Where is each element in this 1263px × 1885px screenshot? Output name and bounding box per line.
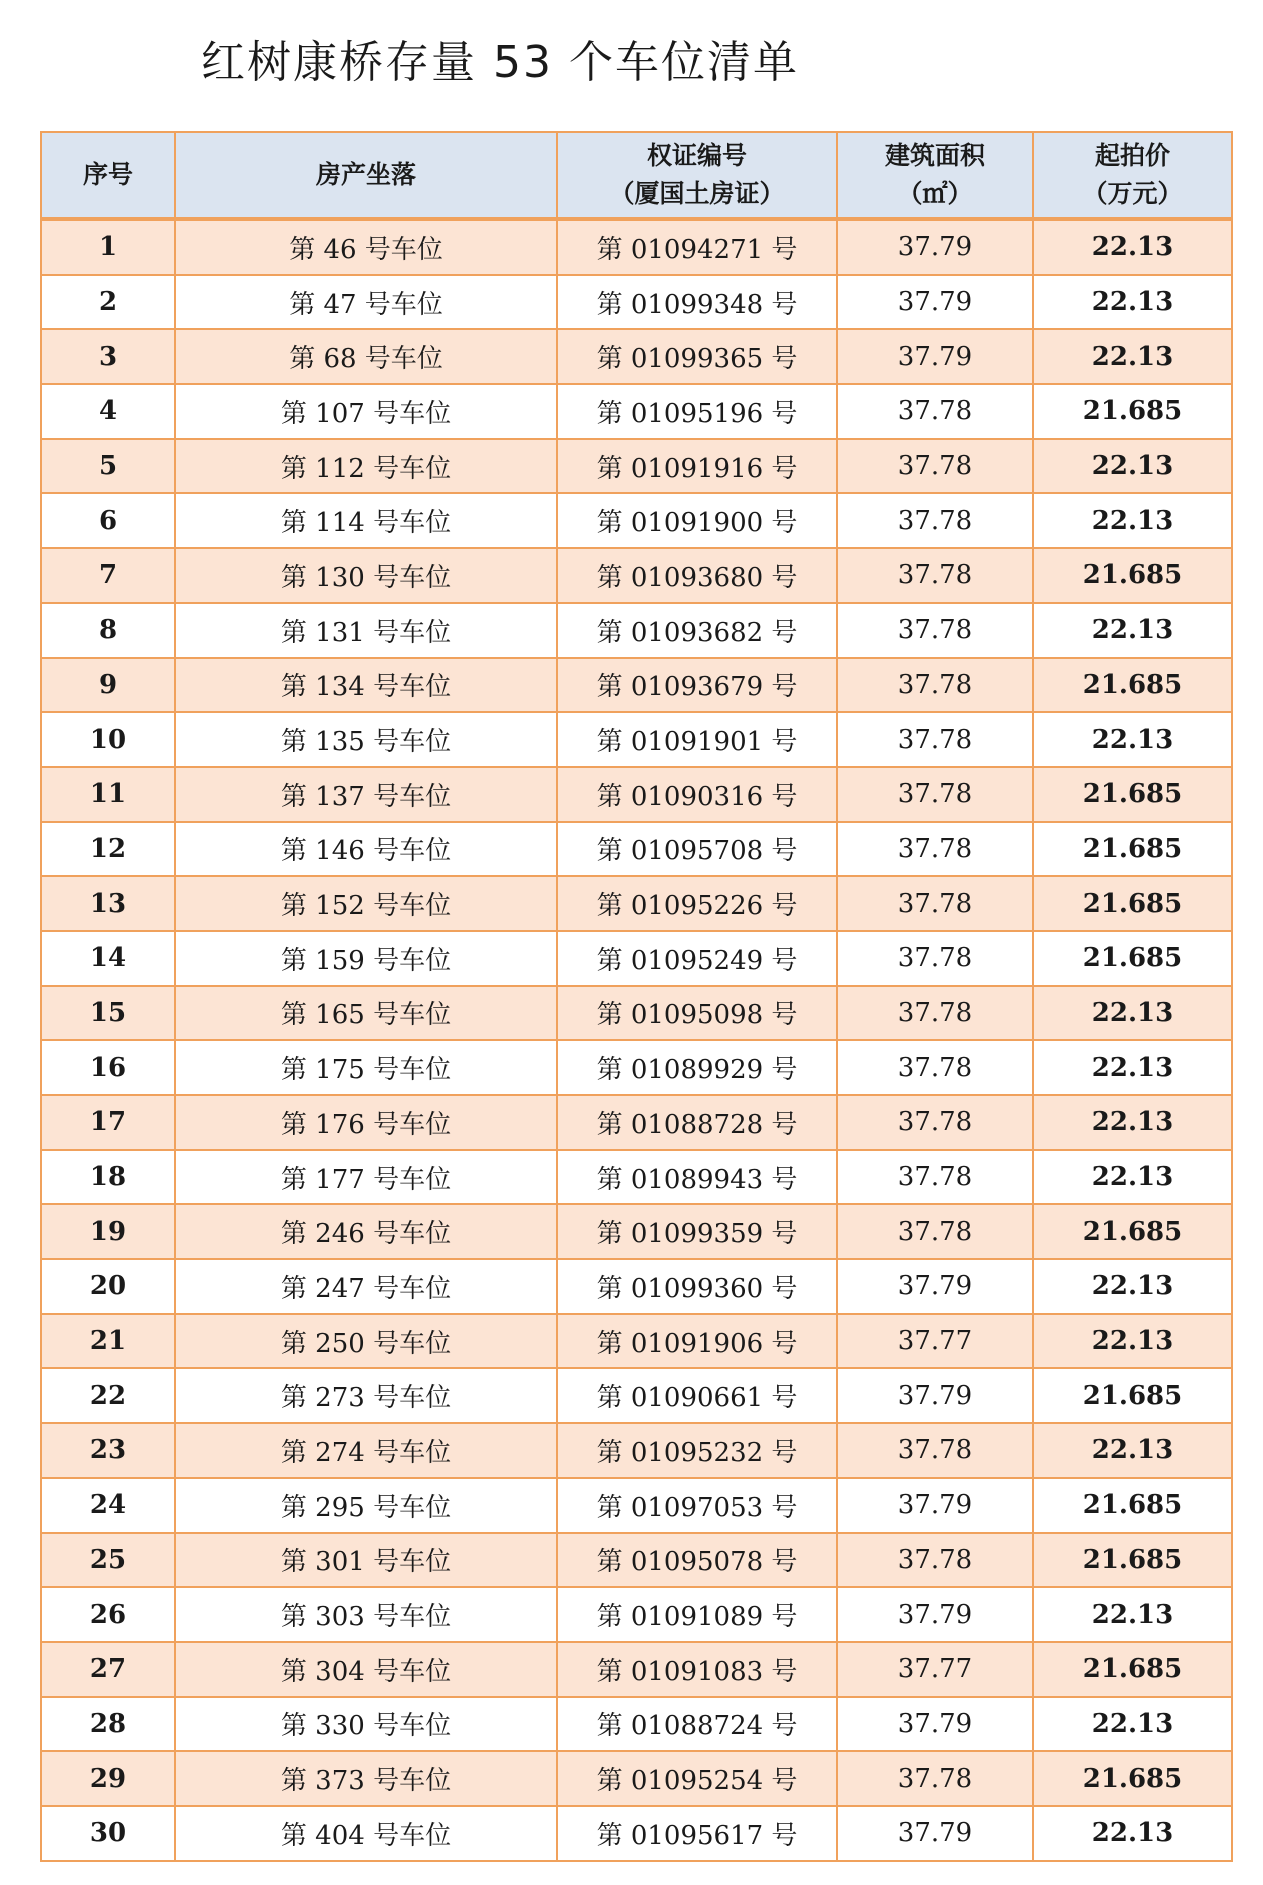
cell-area: 37.79 [837,219,1033,275]
cell-area: 37.78 [837,767,1033,822]
cell-location: 第 47 号车位 [175,275,557,330]
cell-location: 第 112 号车位 [175,439,557,494]
cell-seq: 5 [41,439,175,494]
header-price: 起拍价 （万元） [1033,132,1232,219]
table-row [41,767,1232,822]
cell-seq: 23 [41,1423,175,1478]
cell-location: 第 177 号车位 [175,1150,557,1205]
cell-seq: 26 [41,1587,175,1642]
cell-cert-number: 第 01091083 号 [557,1642,837,1697]
cell-seq: 8 [41,603,175,658]
cell-location: 第 131 号车位 [175,603,557,658]
cell-seq: 28 [41,1697,175,1752]
cell-area: 37.79 [837,1587,1033,1642]
table-row [41,1423,1232,1478]
cell-location: 第 301 号车位 [175,1533,557,1588]
page-title: 红树康桥存量 53 个车位清单 [201,37,799,88]
cell-area: 37.78 [837,548,1033,603]
cell-start-price: 22.13 [1033,275,1232,330]
cell-area: 37.79 [837,1259,1033,1314]
cell-area: 37.78 [837,1150,1033,1205]
cell-cert-number: 第 01095617 号 [557,1806,837,1861]
cell-cert-number: 第 01097053 号 [557,1478,837,1533]
table-row [41,876,1232,931]
cell-cert-number: 第 01095226 号 [557,876,837,931]
cell-seq: 19 [41,1204,175,1259]
cell-start-price: 22.13 [1033,1150,1232,1205]
cell-seq: 4 [41,384,175,439]
parking-list-table-container [40,131,1231,1862]
cell-location: 第 247 号车位 [175,1259,557,1314]
cell-start-price: 21.685 [1033,822,1232,877]
cell-start-price: 21.685 [1033,1478,1232,1533]
cell-seq: 18 [41,1150,175,1205]
cell-start-price: 21.685 [1033,767,1232,822]
cell-area: 37.78 [837,493,1033,548]
cell-cert-number: 第 01091916 号 [557,439,837,494]
cell-location: 第 107 号车位 [175,384,557,439]
cell-start-price: 22.13 [1033,1040,1232,1095]
table-row [41,822,1232,877]
table-row [41,548,1232,603]
cell-seq: 29 [41,1751,175,1806]
table-row [41,1806,1232,1861]
cell-area: 37.78 [837,1423,1033,1478]
cell-cert-number: 第 01095232 号 [557,1423,837,1478]
cell-cert-number: 第 01095196 号 [557,384,837,439]
cell-seq: 27 [41,1642,175,1697]
cell-cert-number: 第 01090661 号 [557,1368,837,1423]
cell-area: 37.78 [837,712,1033,767]
cell-start-price: 22.13 [1033,493,1232,548]
cell-cert-number: 第 01089929 号 [557,1040,837,1095]
cell-seq: 20 [41,1259,175,1314]
cell-start-price: 21.685 [1033,931,1232,986]
parking-list-table [40,131,1233,1862]
cell-location: 第 373 号车位 [175,1751,557,1806]
cell-start-price: 22.13 [1033,1259,1232,1314]
cell-seq: 3 [41,329,175,384]
cell-location: 第 250 号车位 [175,1314,557,1369]
cell-seq: 22 [41,1368,175,1423]
cell-seq: 30 [41,1806,175,1861]
cell-area: 37.77 [837,1314,1033,1369]
cell-location: 第 137 号车位 [175,767,557,822]
cell-area: 37.78 [837,822,1033,877]
cell-start-price: 22.13 [1033,1095,1232,1150]
table-row [41,931,1232,986]
table-row [41,439,1232,494]
header-cert: 权证编号 （厦国土房证） [557,132,837,219]
cell-seq: 9 [41,658,175,713]
cell-area: 37.78 [837,1751,1033,1806]
table-row [41,1095,1232,1150]
cell-cert-number: 第 01091906 号 [557,1314,837,1369]
cell-seq: 13 [41,876,175,931]
cell-cert-number: 第 01091089 号 [557,1587,837,1642]
table-row [41,1697,1232,1752]
table-row [41,329,1232,384]
cell-area: 37.78 [837,1204,1033,1259]
cell-start-price: 22.13 [1033,439,1232,494]
cell-area: 37.78 [837,876,1033,931]
cell-location: 第 146 号车位 [175,822,557,877]
cell-seq: 12 [41,822,175,877]
cell-area: 37.78 [837,1095,1033,1150]
cell-start-price: 22.13 [1033,1697,1232,1752]
header-location: 房产坐落 [175,132,557,219]
cell-location: 第 273 号车位 [175,1368,557,1423]
cell-cert-number: 第 01095249 号 [557,931,837,986]
cell-seq: 2 [41,275,175,330]
cell-location: 第 46 号车位 [175,219,557,275]
cell-seq: 15 [41,986,175,1041]
table-row [41,275,1232,330]
cell-area: 37.78 [837,603,1033,658]
table-row [41,1259,1232,1314]
table-row [41,712,1232,767]
cell-area: 37.78 [837,658,1033,713]
cell-location: 第 246 号车位 [175,1204,557,1259]
cell-area: 37.79 [837,1368,1033,1423]
cell-cert-number: 第 01099365 号 [557,329,837,384]
cell-cert-number: 第 01099360 号 [557,1259,837,1314]
cell-start-price: 22.13 [1033,1587,1232,1642]
cell-seq: 17 [41,1095,175,1150]
cell-location: 第 175 号车位 [175,1040,557,1095]
cell-start-price: 22.13 [1033,1806,1232,1861]
cell-area: 37.79 [837,329,1033,384]
cell-start-price: 21.685 [1033,1751,1232,1806]
cell-seq: 6 [41,493,175,548]
cell-cert-number: 第 01093680 号 [557,548,837,603]
cell-seq: 11 [41,767,175,822]
cell-cert-number: 第 01088724 号 [557,1697,837,1752]
table-row [41,603,1232,658]
cell-start-price: 21.685 [1033,876,1232,931]
table-row [41,493,1232,548]
cell-location: 第 303 号车位 [175,1587,557,1642]
table-row [41,1478,1232,1533]
table-row [41,1314,1232,1369]
table-row [41,1368,1232,1423]
cell-start-price: 21.685 [1033,548,1232,603]
cell-location: 第 330 号车位 [175,1697,557,1752]
cell-seq: 25 [41,1533,175,1588]
cell-area: 37.78 [837,931,1033,986]
cell-area: 37.79 [837,1806,1033,1861]
cell-location: 第 134 号车位 [175,658,557,713]
cell-cert-number: 第 01091900 号 [557,493,837,548]
cell-cert-number: 第 01095708 号 [557,822,837,877]
cell-start-price: 21.685 [1033,1368,1232,1423]
cell-cert-number: 第 01094271 号 [557,219,837,275]
cell-area: 37.79 [837,275,1033,330]
table-row [41,384,1232,439]
cell-start-price: 21.685 [1033,658,1232,713]
cell-location: 第 114 号车位 [175,493,557,548]
cell-start-price: 22.13 [1033,329,1232,384]
table-row [41,658,1232,713]
cell-seq: 16 [41,1040,175,1095]
cell-seq: 21 [41,1314,175,1369]
cell-cert-number: 第 01095254 号 [557,1751,837,1806]
table-row [41,1040,1232,1095]
cell-seq: 10 [41,712,175,767]
cell-seq: 14 [41,931,175,986]
cell-start-price: 21.685 [1033,384,1232,439]
header-seq: 序号 [41,132,175,219]
table-row [41,219,1232,275]
cell-start-price: 22.13 [1033,986,1232,1041]
header-area: 建筑面积 （㎡） [837,132,1033,219]
cell-cert-number: 第 01089943 号 [557,1150,837,1205]
cell-start-price: 22.13 [1033,1423,1232,1478]
cell-area: 37.78 [837,1533,1033,1588]
cell-location: 第 159 号车位 [175,931,557,986]
cell-location: 第 135 号车位 [175,712,557,767]
cell-cert-number: 第 01088728 号 [557,1095,837,1150]
cell-cert-number: 第 01090316 号 [557,767,837,822]
table-row [41,1587,1232,1642]
table-row [41,1533,1232,1588]
cell-seq: 24 [41,1478,175,1533]
cell-area: 37.79 [837,1478,1033,1533]
cell-cert-number: 第 01099348 号 [557,275,837,330]
cell-location: 第 176 号车位 [175,1095,557,1150]
cell-location: 第 295 号车位 [175,1478,557,1533]
cell-start-price: 22.13 [1033,1314,1232,1369]
table-body [41,219,1232,1861]
cell-cert-number: 第 01099359 号 [557,1204,837,1259]
cell-area: 37.78 [837,1040,1033,1095]
header-row [41,132,1232,219]
table-header [41,132,1232,219]
cell-start-price: 22.13 [1033,603,1232,658]
table-row [41,986,1232,1041]
cell-location: 第 404 号车位 [175,1806,557,1861]
cell-area: 37.78 [837,439,1033,494]
cell-start-price: 21.685 [1033,1204,1232,1259]
cell-location: 第 304 号车位 [175,1642,557,1697]
cell-location: 第 165 号车位 [175,986,557,1041]
cell-cert-number: 第 01093679 号 [557,658,837,713]
cell-cert-number: 第 01095098 号 [557,986,837,1041]
cell-start-price: 22.13 [1033,712,1232,767]
cell-location: 第 68 号车位 [175,329,557,384]
cell-cert-number: 第 01095078 号 [557,1533,837,1588]
cell-start-price: 22.13 [1033,219,1232,275]
cell-area: 37.77 [837,1642,1033,1697]
table-row [41,1751,1232,1806]
cell-area: 37.79 [837,1697,1033,1752]
cell-area: 37.78 [837,384,1033,439]
table-row [41,1642,1232,1697]
cell-location: 第 274 号车位 [175,1423,557,1478]
cell-seq: 1 [41,219,175,275]
cell-cert-number: 第 01093682 号 [557,603,837,658]
table-row [41,1150,1232,1205]
cell-location: 第 152 号车位 [175,876,557,931]
cell-cert-number: 第 01091901 号 [557,712,837,767]
table-row [41,1204,1232,1259]
cell-start-price: 21.685 [1033,1533,1232,1588]
cell-start-price: 21.685 [1033,1642,1232,1697]
cell-location: 第 130 号车位 [175,548,557,603]
cell-seq: 7 [41,548,175,603]
cell-area: 37.78 [837,986,1033,1041]
